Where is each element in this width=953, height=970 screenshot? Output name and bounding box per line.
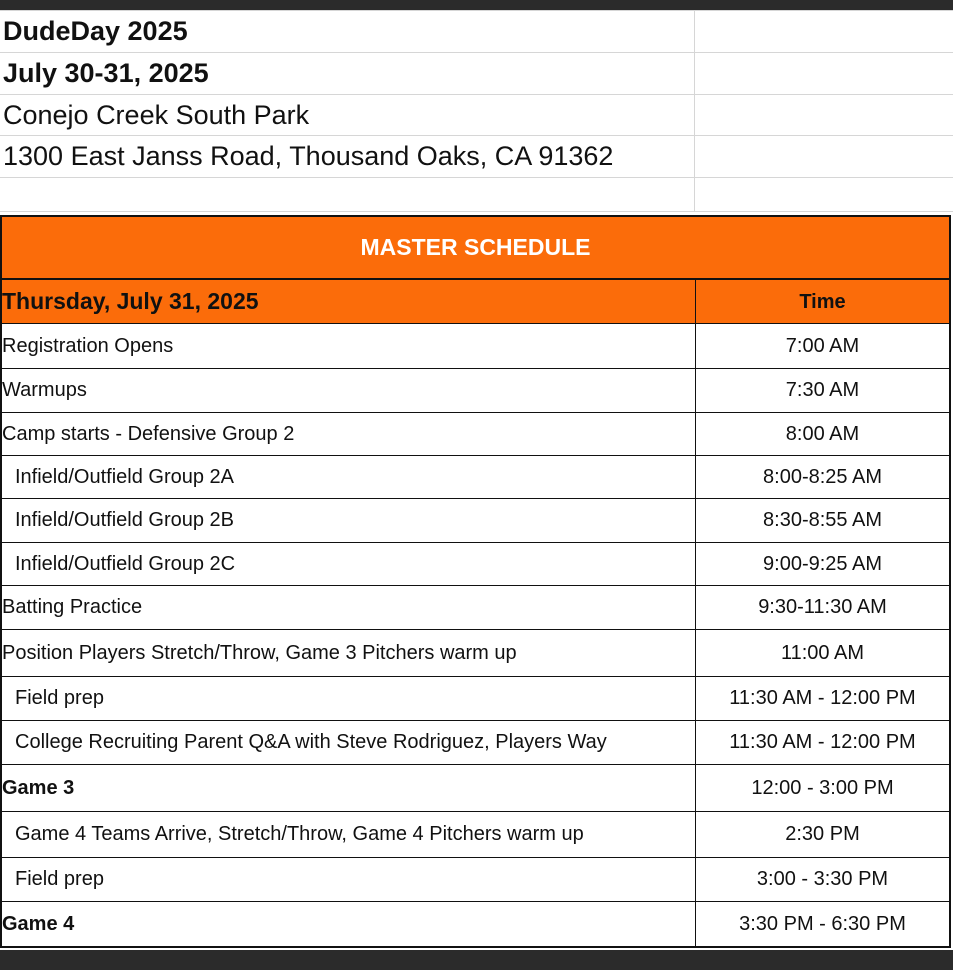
empty-cell[interactable] <box>695 11 953 52</box>
master-schedule-table <box>0 215 951 948</box>
table-row <box>2 543 949 586</box>
time-cell[interactable]: 8:00-8:25 AM <box>763 465 882 488</box>
activity-cell[interactable]: Infield/Outfield Group 2C <box>2 543 696 585</box>
activity-cell[interactable]: Warmups <box>2 369 696 412</box>
event-dates[interactable]: July 30-31, 2025 <box>0 53 695 94</box>
day-header: Thursday, July 31, 2025 <box>2 280 696 323</box>
table-row <box>2 630 949 677</box>
info-row-title <box>0 10 953 53</box>
time-cell[interactable]: 12:00 - 3:00 PM <box>751 776 894 799</box>
activity-cell[interactable]: College Recruiting Parent Q&A with Steve Rodriguez, Players Way <box>2 721 696 764</box>
time-cell[interactable]: 7:30 AM <box>785 379 860 401</box>
info-row-blank <box>0 178 953 212</box>
schedule-header-row <box>2 280 949 324</box>
event-info <box>0 10 953 212</box>
activity-cell[interactable]: Game 4 <box>2 902 696 946</box>
table-row <box>2 586 949 630</box>
schedule-banner: MASTER SCHEDULE <box>2 217 949 280</box>
empty-cell[interactable] <box>695 95 953 136</box>
table-row <box>2 812 949 858</box>
table-row <box>2 677 949 721</box>
activity-cell[interactable]: Position Players Stretch/Throw, Game 3 Pitchers warm up <box>2 630 696 676</box>
time-cell[interactable]: 11:30 AM - 12:00 PM <box>729 687 916 709</box>
time-cell[interactable]: 7:00 AM <box>785 334 860 357</box>
activity-cell[interactable]: Field prep <box>2 858 696 901</box>
info-row-dates <box>0 53 953 95</box>
event-venue[interactable]: Conejo Creek South Park <box>0 95 695 136</box>
activity-cell[interactable]: Camp starts - Defensive Group 2 <box>2 413 696 455</box>
time-cell[interactable]: 11:30 AM - 12:00 PM <box>729 731 916 753</box>
time-cell[interactable]: 3:00 - 3:30 PM <box>756 868 889 890</box>
time-cell[interactable]: 3:30 PM - 6:30 PM <box>739 912 906 935</box>
empty-cell[interactable] <box>695 53 953 94</box>
activity-cell[interactable]: Infield/Outfield Group 2B <box>2 499 696 542</box>
empty-cell[interactable] <box>695 136 953 177</box>
info-row-venue <box>0 95 953 137</box>
table-row <box>2 369 949 413</box>
table-row <box>2 858 949 902</box>
time-cell[interactable]: 9:00-9:25 AM <box>763 552 882 575</box>
event-title[interactable]: DudeDay 2025 <box>0 11 695 52</box>
info-row-address <box>0 136 953 178</box>
spreadsheet-sheet <box>0 10 953 950</box>
time-cell[interactable]: 8:00 AM <box>785 422 860 445</box>
empty-cell[interactable] <box>695 178 953 211</box>
activity-cell[interactable]: Infield/Outfield Group 2A <box>2 456 696 498</box>
table-row <box>2 902 949 946</box>
table-row <box>2 456 949 499</box>
table-row <box>2 324 949 369</box>
time-header: Time <box>799 291 846 313</box>
table-row <box>2 721 949 765</box>
time-cell[interactable]: 11:00 AM <box>780 641 865 664</box>
time-cell[interactable]: 9:30-11:30 AM <box>758 596 887 618</box>
activity-cell[interactable]: Game 3 <box>2 765 696 811</box>
time-cell[interactable]: 8:30-8:55 AM <box>763 509 882 531</box>
empty-cell[interactable] <box>0 178 695 211</box>
time-cell[interactable]: 2:30 PM <box>785 823 860 845</box>
table-row <box>2 413 949 456</box>
activity-cell[interactable]: Batting Practice <box>2 586 696 629</box>
table-row <box>2 765 949 812</box>
activity-cell[interactable]: Field prep <box>2 677 696 720</box>
event-address[interactable]: 1300 East Janss Road, Thousand Oaks, CA 91362 <box>0 136 695 177</box>
activity-cell[interactable]: Game 4 Teams Arrive, Stretch/Throw, Game 4 Pitchers warm up <box>2 812 696 857</box>
table-row <box>2 499 949 543</box>
activity-cell[interactable]: Registration Opens <box>2 324 696 368</box>
